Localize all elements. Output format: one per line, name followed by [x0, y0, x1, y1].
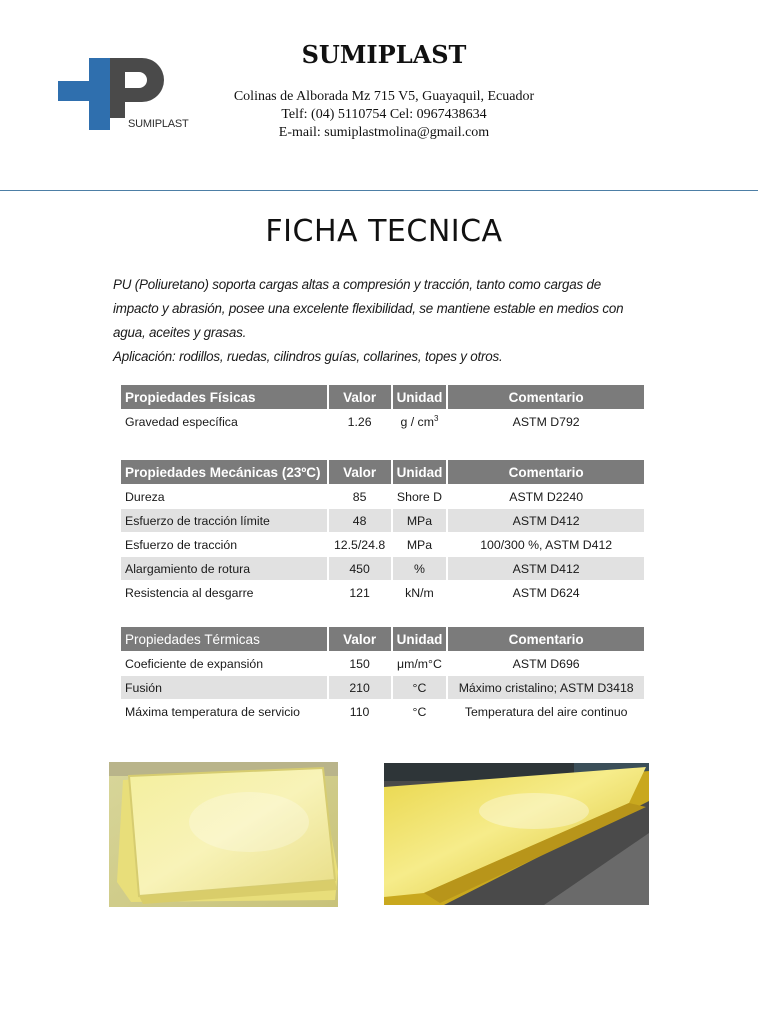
comment-cell: Temperatura del aire continuo — [464, 704, 628, 719]
value-cell: 150 — [329, 652, 393, 675]
column-header-unit: Unidad — [393, 627, 449, 651]
unit-cell: % — [393, 557, 449, 580]
column-header-comment: Comentario — [448, 385, 644, 409]
photo-sheet-stack-icon — [384, 763, 649, 905]
table-header-row — [121, 385, 644, 409]
value-cell: 12.5/24.8 — [329, 533, 393, 556]
property-cell: Esfuerzo de tracción límite — [121, 509, 329, 532]
table-row — [121, 581, 644, 604]
table-header-row — [121, 627, 644, 651]
property-cell: Coeficiente de expansión — [121, 652, 329, 675]
column-header-comment: Comentario — [448, 627, 644, 651]
unit-cell — [393, 410, 449, 433]
document-title: FICHA TECNICA — [265, 214, 503, 249]
property-cell: Fusión — [121, 676, 329, 699]
table-row — [121, 700, 644, 723]
unit-cell: °C — [393, 676, 449, 699]
property-cell: Alargamiento de rotura — [121, 557, 329, 580]
mechanical-properties-table — [121, 459, 644, 605]
company-phone: Telf: (04) 5110754 Cel: 0967438634 — [281, 107, 487, 122]
comment-cell: Máximo cristalino; ASTM D3418 — [448, 676, 644, 699]
column-header-value: Valor — [329, 385, 393, 409]
column-header-property: Propiedades Térmicas — [121, 627, 329, 651]
physical-properties-table — [121, 384, 644, 434]
table-row — [121, 676, 644, 699]
column-header-unit: Unidad — [393, 385, 449, 409]
column-header-property: Propiedades Físicas — [121, 385, 329, 409]
comment-cell: ASTM D792 — [512, 414, 580, 429]
company-name: SUMIPLAST — [301, 40, 467, 69]
table-header-row — [121, 460, 644, 484]
table-row — [121, 485, 644, 508]
property-cell: Esfuerzo de tracción — [121, 533, 329, 556]
comment-cell: ASTM D2240 — [509, 489, 584, 504]
value-cell: 1.26 — [329, 410, 393, 433]
table-row — [121, 410, 644, 433]
value-cell: 121 — [329, 581, 393, 604]
header-divider — [0, 190, 758, 191]
logo-wordmark: SUMIPLAST — [128, 118, 189, 130]
column-header-value: Valor — [329, 460, 393, 484]
column-header-comment: Comentario — [448, 460, 644, 484]
intro-paragraph: PU (Poliuretano) soporta cargas altas a compresión y tracción, tanto como cargas de impacto y abrasión, posee una excelente flexibilidad, se mantiene estable en medios con agua, aceites y grasas. — [113, 277, 624, 340]
thermal-properties-table — [121, 626, 644, 724]
comment-cell: ASTM D412 — [448, 557, 644, 580]
unit-text: g / cm — [400, 415, 434, 430]
comment-cell: ASTM D412 — [448, 509, 644, 532]
unit-cell: Shore D — [393, 485, 449, 508]
company-address: Colinas de Alborada Mz 715 V5, Guayaquil, Ecuador — [233, 89, 535, 104]
value-cell: 85 — [329, 485, 393, 508]
value-cell: 210 — [329, 676, 393, 699]
comment-cell: ASTM D624 — [512, 585, 580, 600]
yellow-polyurethane-sheet-stack-photo — [384, 763, 649, 905]
photo-sheet-icon — [109, 762, 338, 907]
value-cell: 48 — [329, 509, 393, 532]
table-row — [121, 533, 644, 556]
unit-cell: kN/m — [393, 581, 449, 604]
intro-application: Aplicación: rodillos, ruedas, cilindros guías, collarines, topes y otros. — [113, 349, 503, 364]
property-cell: Dureza — [121, 485, 329, 508]
table-row — [121, 509, 644, 532]
column-header-value: Valor — [329, 627, 393, 651]
table-row — [121, 652, 644, 675]
intro-text — [113, 273, 643, 369]
value-cell: 450 — [329, 557, 393, 580]
comment-cell: 100/300 %, ASTM D412 — [480, 537, 613, 552]
yellow-polyurethane-sheet-photo — [109, 762, 338, 907]
company-email: E-mail: sumiplastmolina@gmail.com — [278, 125, 490, 140]
unit-cell: MPa — [393, 509, 449, 532]
unit-cell: MPa — [393, 533, 449, 556]
comment-cell: ASTM D696 — [512, 656, 580, 671]
unit-cell: μm/m°C — [393, 652, 449, 675]
column-header-unit: Unidad — [393, 460, 449, 484]
unit-cell: °C — [393, 700, 449, 723]
property-cell: Gravedad específica — [121, 410, 329, 433]
table-row — [121, 557, 644, 580]
column-header-property: Propiedades Mecánicas (23ºC) — [121, 460, 329, 484]
property-cell: Resistencia al desgarre — [121, 581, 329, 604]
unit-superscript: 3 — [433, 413, 439, 423]
property-cell: Máxima temperatura de servicio — [121, 700, 329, 723]
value-cell: 110 — [329, 700, 393, 723]
